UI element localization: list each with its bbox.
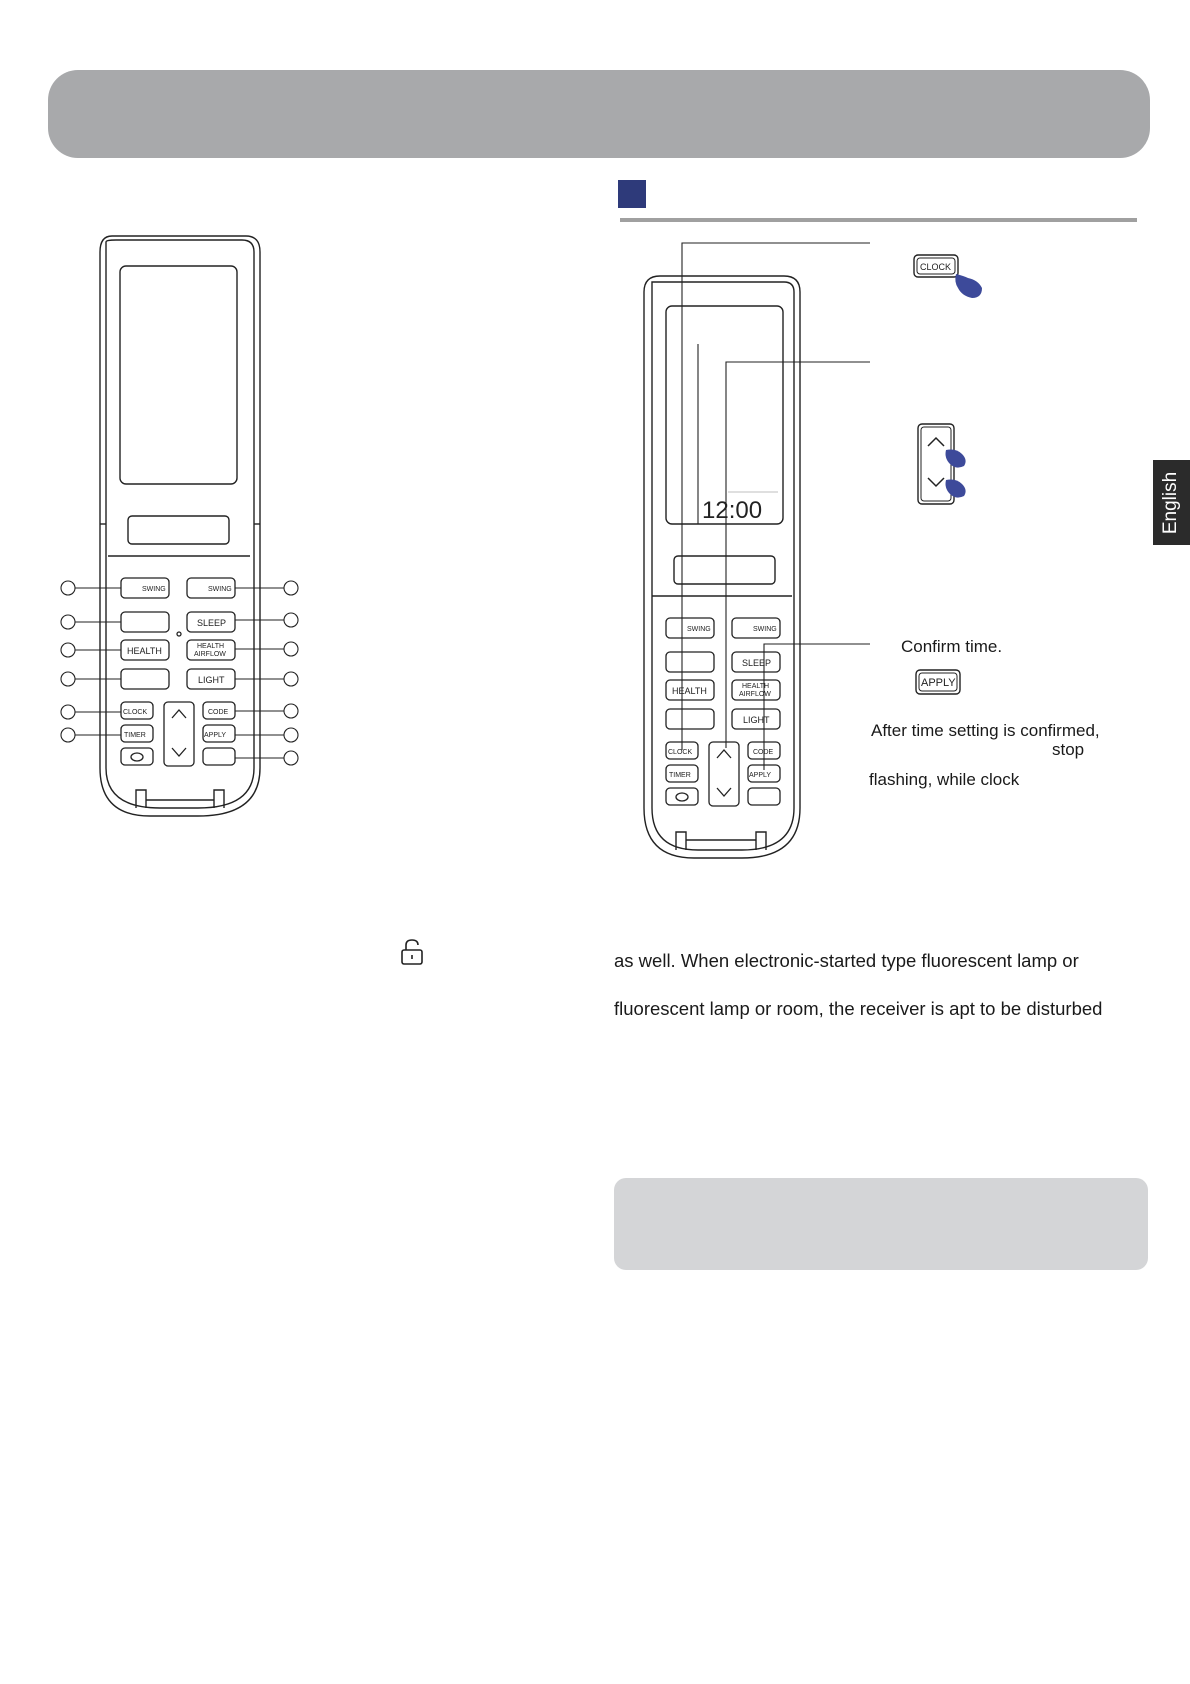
note-box [614, 1178, 1148, 1270]
display-time: 12:00 [702, 497, 763, 524]
swing-vertical-label-r: SWING [687, 626, 711, 633]
lock-button [121, 748, 153, 765]
header-bar [48, 70, 1150, 158]
swing-horizontal-label: SWING [208, 586, 232, 593]
pointing-hand-icon-up [946, 450, 966, 468]
blank-button-left-2 [121, 669, 169, 689]
swing-horizontal-label-r: SWING [753, 626, 777, 633]
remote-diagram-left [50, 228, 310, 828]
code-label: CODE [208, 709, 229, 716]
confirm-time-text: Confirm time. [901, 637, 1003, 656]
health-airflow-label-r2: AIRFLOW [739, 691, 771, 698]
swing-vertical-label: SWING [142, 586, 166, 593]
clock-key-label: CLOCK [920, 262, 952, 272]
pointing-hand-icon [955, 274, 982, 298]
apply-label: APPLY [204, 732, 227, 739]
after-setting-line1: After time setting is confirmed, [871, 721, 1100, 740]
language-tab-label: English [1160, 471, 1182, 534]
sleep-label-r: SLEEP [742, 658, 772, 668]
pointing-hand-icon-down [946, 480, 966, 498]
clock-label-r: CLOCK [668, 749, 693, 756]
section-marker [618, 180, 646, 208]
updown-key-illustration [916, 420, 988, 508]
apply-key-illustration [914, 668, 964, 698]
code-label-r: CODE [753, 749, 774, 756]
after-setting-line2: stop [1052, 740, 1085, 759]
sleep-label: SLEEP [197, 618, 227, 628]
lock-icon [399, 938, 425, 966]
body-text-line1: as well. When electronic-started type fluorescent lamp or [614, 950, 1079, 971]
clock-label: CLOCK [123, 709, 148, 716]
timer-label-r: TIMER [669, 772, 691, 779]
light-label: LIGHT [198, 675, 225, 685]
health-label: HEALTH [127, 646, 162, 656]
health-airflow-label-1: HEALTH [197, 643, 225, 650]
health-airflow-label-2: AIRFLOW [194, 651, 226, 658]
apply-label-r: APPLY [749, 772, 772, 779]
timer-label: TIMER [124, 732, 146, 739]
health-label-r: HEALTH [672, 686, 707, 696]
body-text-line2: fluorescent lamp or room, the receiver is apt to be disturbed [614, 998, 1103, 1019]
clock-key-illustration [912, 252, 992, 300]
after-setting-line3: flashing, while clock [869, 770, 1020, 789]
blank-button-left-1 [121, 612, 169, 632]
apply-key-label: APPLY [921, 677, 956, 689]
remote-diagram-right [630, 240, 870, 870]
health-airflow-label-r1: HEALTH [742, 683, 770, 690]
light-label-r: LIGHT [743, 715, 770, 725]
callout-markers [61, 581, 298, 765]
blank-button-right-3 [203, 748, 235, 765]
section-divider [620, 218, 1137, 222]
language-tab[interactable] [1153, 460, 1190, 545]
